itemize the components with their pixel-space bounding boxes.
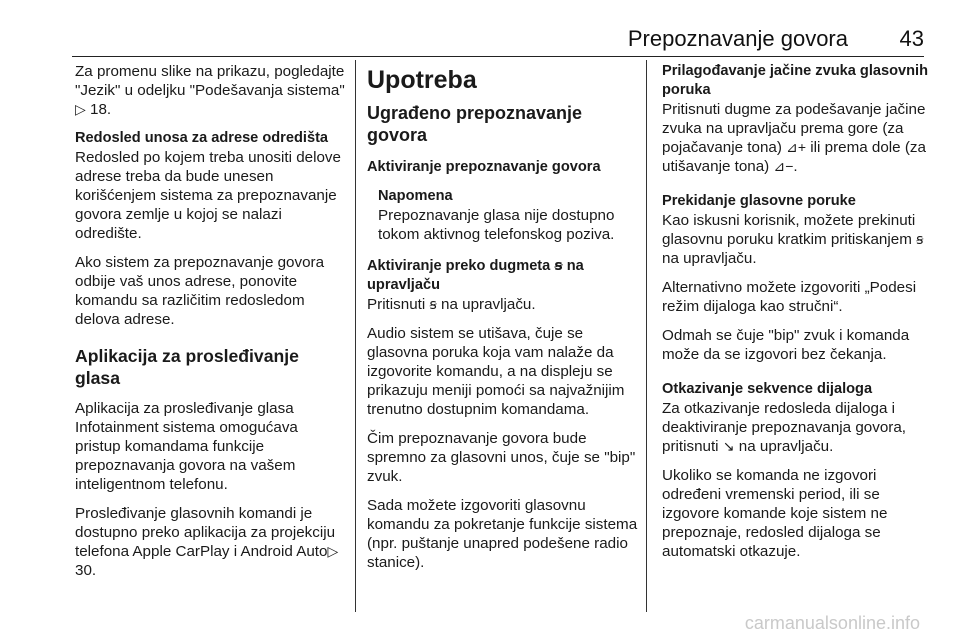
column-divider-1	[355, 60, 356, 612]
paragraph: Ukoliko se komanda ne izgovori određeni vremenski period, ili se izgovore komande koje sistem ne prepoznaje, redosled dijaloga se automatski otkazuje.	[662, 467, 888, 560]
hang-up-icon: ↘	[722, 438, 735, 454]
section-heading-usage: Upotreba	[367, 66, 477, 94]
page-header	[0, 0, 960, 56]
watermark: carmanualsonline.info	[744, 613, 920, 633]
page-title: Prepoznavanje govora	[627, 26, 848, 51]
paragraph: Prosleđivanje glasovnih komandi je dostupno preko aplikacija za projekciju telefona Apple CarPlay i Android Auto▷ 30.	[75, 505, 339, 579]
page-reference: 18.	[90, 101, 112, 118]
reference-arrow-icon: ▷	[75, 101, 86, 117]
volume-down-icon: ⊿−	[773, 158, 794, 174]
subheading-button-activation: Aktiviranje preko dugmeta ꞩ na upravljaču	[367, 257, 584, 293]
volume-up-icon: ⊿+	[786, 139, 807, 155]
subheading-activation: Aktiviranje prepoznavanje govora	[367, 159, 601, 175]
voice-button-icon: ꞩ	[429, 296, 437, 312]
column-3	[662, 62, 932, 571]
paragraph: Odmah se čuje "bip" zvuk i komanda može da se izgovori bez čekanja.	[662, 327, 910, 363]
note-text: Prepoznavanje glasa nije dostupno tokom aktivnog telefonskog poziva.	[378, 207, 615, 243]
note-title: Napomena	[378, 188, 453, 204]
paragraph: Sada možete izgovoriti glasovnu komandu za pokretanje funkcije sistema (npr. puštanje unapred podešene radio stanice).	[367, 497, 638, 571]
column-2	[367, 62, 639, 582]
paragraph: Ako sistem za prepoznavanje govora odbije vaš unos adrese, ponovite komandu sa različitim redosledom delova adrese.	[75, 254, 325, 328]
paragraph: Čim prepoznavanje govora bude spremno za glasovni unos, čuje se "bip" zvuk.	[367, 430, 636, 485]
header-divider	[72, 56, 924, 57]
column-divider-2	[646, 60, 647, 612]
subheading-cancel: Otkazivanje sekvence dijaloga	[662, 381, 873, 397]
section-heading-forwarding: Aplikacija za prosleđivanje glasa	[75, 346, 299, 388]
subsection-heading-builtin: Ugrađeno prepoznavanje govora	[367, 103, 583, 145]
voice-button-icon: ꞩ	[916, 231, 924, 247]
paragraph: Za otkazivanje redosleda dijaloga i deaktiviranje prepoznavanja govora, pritisnuti ↘ na upravljaču.	[662, 400, 907, 455]
paragraph: Redosled po kojem treba unositi delove adrese treba da bude unesen korišćenjem sistema za prepoznavanje govora zemlje u kojoj se nalazi odredište.	[75, 149, 341, 242]
subheading-address-order: Redosled unosa za adrese odredišta	[75, 130, 329, 146]
voice-button-icon: ꞩ	[554, 257, 563, 273]
subheading-interrupt: Prekidanje glasovne poruke	[662, 193, 856, 209]
paragraph: Alternativno možete izgovoriti „Podesi režim dijaloga kao stručni“.	[662, 279, 917, 315]
column-1	[75, 62, 345, 590]
paragraph: Aplikacija za prosleđivanje glasa Infotainment sistema omogućava pristup komandama funkcije prepoznavanja govora na vašem inteligentnom telefonu.	[75, 400, 298, 493]
paragraph: Audio sistem se utišava, čuje se glasovna poruka koja vam nalaže da izgovorite komandu, a na displeju se prikazuju meniji pomoći sa najvažnijim trenutno dostupnim komandama.	[367, 325, 625, 418]
page-reference: 30.	[75, 562, 97, 579]
reference-arrow-icon: ▷	[327, 543, 339, 559]
paragraph: Pritisnuti dugme za podešavanje jačine zvuka na upravljaču prema gore (za pojačavanje tona) ⊿+ ili prema dole (za utišavanje tona) ⊿−.	[662, 101, 926, 175]
note-box	[367, 187, 639, 244]
paragraph: Pritisnuti ꞩ na upravljaču.	[367, 296, 536, 313]
paragraph: Kao iskusni korisnik, možete prekinuti glasovnu poruku kratkim pritiskanjem ꞩ na upravljaču.	[662, 212, 924, 267]
subheading-volume: Prilagođavanje jačine zvuka glasovnih poruka	[662, 63, 929, 98]
paragraph: Za promenu slike na prikazu, pogledajte "Jezik" u odeljku "Podešavanja sistema" ▷ 18.	[75, 63, 345, 118]
page-number: 43	[899, 26, 924, 51]
